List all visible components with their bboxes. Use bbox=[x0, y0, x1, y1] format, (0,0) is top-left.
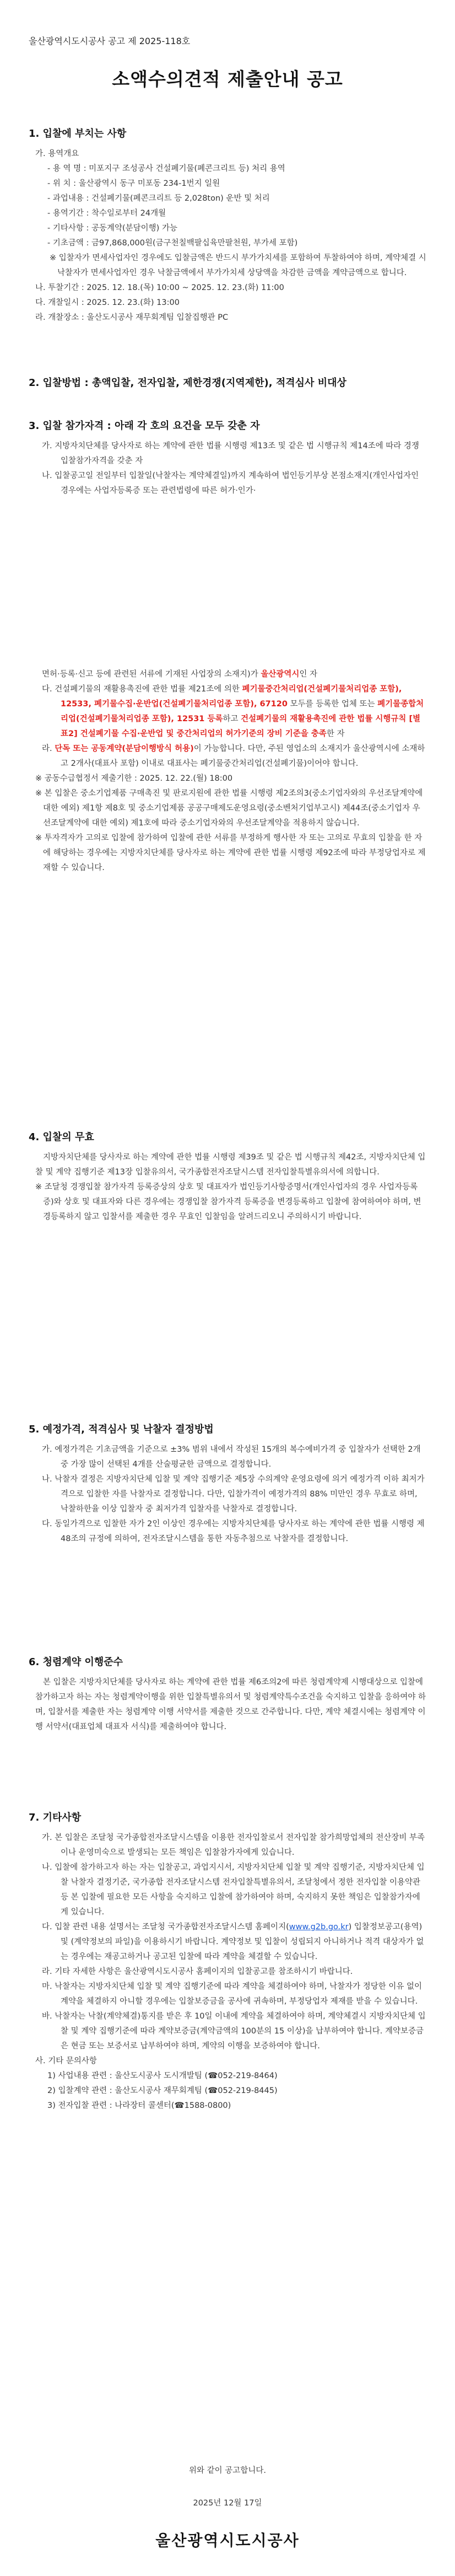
s7-c-part1: 다. 입찰 관련 내용 설명서는 조달청 국가종합전자조달시스템 홈페이지( bbox=[42, 1923, 289, 1931]
section-7-heading: 7. 기타사항 bbox=[29, 1812, 82, 1823]
s1-note: ※ 입찰자가 면세사업자인 경우에도 입찰금액은 반드시 부가가치세를 포함하여 투찰하여야 하며, 계약체결 시 낙찰자가 면세사업자인 경우 낙찰금액에서 부가가치세 상당액을 차감한 금액을 계약금액으로 합니다. bbox=[50, 254, 426, 277]
s3-note: ※ 본 입찰은 중소기업제품 구매촉진 및 판로지원에 관한 법률 시행령 제2조의3(중소기업자와의 우선조달계약에 대한 예외) 제1항 제8호 및 중소기업제품 공공구매제도운영요령(중소벤처기업부고시) 제44조(중소기업자 우선조달계약에 대한 예외) 제1호에 따라 중소기업자와의 우선조달계약을 적용하지 않습니다. bbox=[35, 789, 423, 828]
s7-b: 나. 입찰에 참가하고자 하는 자는 입찰공고, 과업지시서, 지방자치단체 입찰 및 계약 집행기준, 지방자치단체 입찰 낙찰자 결정기준, 국가종합 전자조달시스템 전자입찰특별유의서, 조달청에서 정한 전자입찰 이용약관 등 본 입찰에 필요한 모든 사항을 숙지하고 입찰에 참가하여야 하며, 숙지하지 못한 책임은 입찰참가자에게 있습니다. bbox=[42, 1863, 425, 1917]
s1-item: - 위 치 : 울산광역시 동구 미포동 234-1번지 일원 bbox=[47, 179, 220, 188]
s1-item: - 기타사항 : 공동계약(분담이행) 가능 bbox=[47, 224, 177, 233]
contact-item: 3) 전자입찰 관련 : 나라장터 콜센터(☎1588-0800) bbox=[47, 2101, 231, 2110]
s1-d: 라. 개찰장소 : 울산도시공사 재무회계팀 입찰집행관 PC bbox=[35, 313, 229, 322]
s3-c-standard: 건설폐기물의 재활용촉진에 관한 법률 시행규칙 [별표2] 건설폐기물 수집·운반업 및 중간처리업의 허가기준의 장비 기준을 충족 bbox=[61, 715, 421, 738]
s3-c-license-1: 폐기물중간처리업(건설폐기물처리업종 포함), 12533, 폐기물수집·운반업(건설폐기물처리업종 포함), 67120 bbox=[61, 685, 402, 709]
s3-d-joint-contract: 단독 또는 공동계약(분담이행방식 허용) bbox=[55, 744, 194, 753]
section-4 bbox=[29, 1129, 426, 1225]
s7-c bbox=[29, 1920, 426, 1965]
s7-e: 마. 낙찰자는 지방자치단체 입찰 및 계약 집행기준에 따라 계약을 체결하여야 하며, 낙찰자가 정당한 이유 없이 계약을 체결하지 아니할 경우에는 입찰보증금을 공사에 귀속하며, 부정당업자 제재를 받을 수 있습니다. bbox=[42, 1982, 422, 2006]
s3-b-part1: 나. 입찰공고일 전일부터 입찰일(낙찰자는 계약체결일)까지 계속하여 법인등기부상 본점소재지(개인사업자인 경우에는 사업자등록증 또는 관련법령에 따른 허가·인가· bbox=[42, 471, 419, 495]
s5-b: 나. 낙찰자 결정은 지방자치단체 입찰 및 계약 집행기준 제5장 수의계약 운영요령에 의거 예정가격 이하 최저가격으로 입찰한 자를 낙찰자로 결정합니다. 다만, 입찰가격이 예정가격의 88% 미만인 경우 무효로 하며, 낙찰하한율 이상 입찰자 중 최저가격 입찰자를 낙찰자로 결정합니다. bbox=[42, 1475, 425, 1514]
s3-note: ※ 공동수급협정서 제출기한 : 2025. 12. 22.(월) 18:00 bbox=[35, 774, 233, 783]
section-3-heading: 3. 입찰 참가자격 : 아래 각 호의 요건을 모두 갖춘 자 bbox=[29, 420, 260, 432]
s3-b-region: 울산광역시 bbox=[261, 670, 300, 679]
s1-item: - 기초금액 : 금97,868,000원(금구천칠백팔십육만팔천원, 부가세 포함) bbox=[47, 239, 298, 248]
s4-text: 지방자치단체를 당사자로 하는 계약에 관한 법률 시행령 제39조 및 같은 법 시행규칙 제42조, 지방자치단체 입찰 및 계약 집행기준 제13장 입찰유의서, 국가종합전자조달시스템 전자입찰특별유의서에 의합니다. bbox=[35, 1153, 426, 1177]
s1-item: - 용역기간 : 착수일로부터 24개월 bbox=[47, 209, 166, 218]
s3-d-part1: 라. bbox=[42, 744, 52, 753]
notice-date: 2025년 12월 17일 bbox=[193, 2499, 262, 2508]
section-7 bbox=[29, 1810, 426, 2113]
s3-b-part3: 인 자 bbox=[299, 670, 317, 679]
section-2-heading: 2. 입찰방법 : 총액입찰, 전자입찰, 제한경쟁(지역제한), 적격심사 비대상 bbox=[29, 377, 346, 389]
page-title: 소액수의견적 제출안내 공고 bbox=[112, 68, 343, 90]
s5-c: 다. 동일가격으로 입찰한 자가 2인 이상인 경우에는 지방자치단체를 당사자로 하는 계약에 관한 법률 시행령 제48조의 규정에 의하여, 전자조달시스템을 통한 자동추첨으로 낙찰자를 결정합니다. bbox=[42, 1520, 425, 1543]
contact-item: 1) 사업내용 관련 : 울산도시공사 도시개발팀 (☎052-219-8464) bbox=[47, 2071, 278, 2080]
s3-c-part1: 다. 건설폐기물의 재활용촉진에 관한 법률 제21조에 의한 bbox=[42, 685, 240, 694]
s1-item: - 용 역 명 : 미포지구 조성공사 건설폐기물(폐콘크리트 등) 처리 용역 bbox=[47, 164, 285, 173]
s3-d-part2: 이 가능합니다. 다만, 주된 영업소의 소재지가 울산광역시에 소재하고 2개사(대표사 포함) 이내로 대표사는 폐기물중간처리업(건설폐기물)이어야 합니다. bbox=[61, 744, 425, 768]
s7-c-part2: ) 입찰정보공고(용역) 및 (계약정보의 파일)을 이용하시기 바랍니다. 계약정보 및 입찰이 성립되지 아니하거나 적격 대상자가 없는 경우에는 재공고하거나 공고된 입찰에 따라 계약을 체결할 수 있습니다. bbox=[61, 1923, 424, 1961]
s6-text: 본 입찰은 지방자치단체를 당사자로 하는 계약에 관한 법률 제6조의2에 따른 청렴계약제 시행대상으로 입찰에 참가하고자 하는 자는 청렴계약이행을 위한 입찰특별유의서 및 청렴계약특수조건을 숙지하고 입찰을 응하여야 하며, 입찰서를 제출한 자는 청렴계약 이행 서약서를 제출한 것으로 간주합니다. 다만, 계약 체결시에는 청렴계약 이행 서약서(대표업체 대표자 서식)를 제출하여야 합니다. bbox=[35, 1678, 426, 1731]
section-4-heading: 4. 입찰의 무효 bbox=[29, 1131, 94, 1143]
s3-c-part3: 하고 bbox=[223, 715, 239, 723]
g2b-link[interactable]: www.g2b.go.kr bbox=[289, 1923, 349, 1931]
s1-a: 가. 용역개요 bbox=[35, 149, 79, 158]
s1-b: 나. 투찰기간 : 2025. 12. 18.(목) 10:00 ~ 2025. 12. 23.(화) 11:00 bbox=[35, 283, 284, 292]
section-6-heading: 6. 청렴계약 이행준수 bbox=[29, 1656, 123, 1668]
notice-number: 울산광역시도시공사 공고 제 2025-118호 bbox=[29, 36, 191, 46]
s3-c-license-2: 폐기물종합처리업(건설폐기물처리업종 포함), 12531 등록 bbox=[61, 700, 424, 723]
s3-c-part4: 한 자 bbox=[326, 729, 345, 738]
section-5-heading: 5. 예정가격, 적격심사 및 낙찰자 결정방법 bbox=[29, 1424, 214, 1435]
section-1-heading: 1. 입찰에 부치는 사항 bbox=[29, 128, 127, 139]
s7-g: 사. 기타 문의사항 bbox=[35, 2057, 97, 2065]
section-3 bbox=[29, 418, 426, 498]
contact-item: 2) 입찰계약 관련 : 울산도시공사 재무회계팀 (☎052-219-8445) bbox=[47, 2086, 278, 2095]
section-5 bbox=[29, 1421, 426, 1547]
section-1 bbox=[29, 126, 426, 325]
section-3-continued bbox=[29, 667, 426, 876]
s1-c: 다. 개찰일시 : 2025. 12. 23.(화) 13:00 bbox=[35, 298, 180, 307]
closing-text: 위와 같이 공고합니다. bbox=[189, 2466, 266, 2475]
s7-f: 바. 낙찰자는 낙찰(계약체결)통지를 받은 후 10일 이내에 계약을 체결하여야 하며, 계약체결시 지방자치단체 입찰 및 계약 집행기준에 따라 계약보증금(계약금액의 100분의 15 이상)을 납부하여야 합니다. 계약보증금은 현금 또는 보증서로 납부하여야 하며, 계약의 이행을 보증하여야 합니다. bbox=[42, 2012, 426, 2051]
s3-d bbox=[29, 742, 426, 771]
s3-b-continued bbox=[29, 667, 426, 682]
s5-a: 가. 예정가격은 기초금액을 기준으로 ±3% 범위 내에서 작성된 15개의 복수예비가격 중 입찰자가 선택한 2개 중 가장 많이 선택된 4개를 산술평균한 금액으로 결정합니다. bbox=[42, 1445, 421, 1469]
s7-d: 라. 기타 자세한 사항은 울산광역시도시공사 홈페이지의 입찰공고를 참조하시기 바랍니다. bbox=[42, 1967, 353, 1976]
s3-note: ※ 투자격자가 고의로 입찰에 참가하여 입찰에 관한 서류를 부정하게 행사한 자 또는 고의로 무효의 입찰을 한 자에 해당하는 경우에는 지방자치단체를 당사자로 하는 계약에 관한 법률 시행령 제92조에 따라 부정당업자로 제재할 수 있습니다. bbox=[35, 834, 426, 872]
s4-note: ※ 조달청 경쟁입찰 참가자격 등록증상의 상호 및 대표자가 법인등기사항증명서(개인사업자의 경우 사업자등록증)와 상호 및 대표자와 다른 경우에는 경쟁입찰 참가자격 등록증을 변경등록하고 입찰에 참여하여야 하며, 변경등록하지 않고 입찰서를 제출한 경우 무효인 입찰임을 알려드리오니 주의하시기 바랍니다. bbox=[35, 1183, 421, 1221]
s3-a: 가. 지방자치단체를 당사자로 하는 계약에 관한 법률 시행령 제13조 및 같은 법 시행규칙 제14조에 따라 경쟁입찰참가자격을 갖춘 자 bbox=[42, 442, 419, 465]
s3-c bbox=[29, 682, 426, 742]
s3-b-part2: 면허·등록·신고 등에 관련된 서류에 기재된 사업장의 소재지)가 bbox=[42, 670, 258, 679]
s7-a: 가. 본 입찰은 조달청 국가종합전자조달시스템을 이용한 전자입찰로서 전자입찰 참가희망업체의 전산장비 부족이나 운영미숙으로 발생되는 모든 책임은 입찰참가자에게 있습니다. bbox=[42, 1833, 425, 1857]
s1-item: - 과업내용 : 건설폐기물(폐콘크리트 등 2,028ton) 운반 및 처리 bbox=[47, 194, 270, 203]
organization-name: 울산광역시도시공사 bbox=[155, 2531, 300, 2550]
s3-c-part2: 모두를 등록한 업체 또는 bbox=[290, 700, 375, 709]
section-6 bbox=[29, 1654, 426, 1735]
